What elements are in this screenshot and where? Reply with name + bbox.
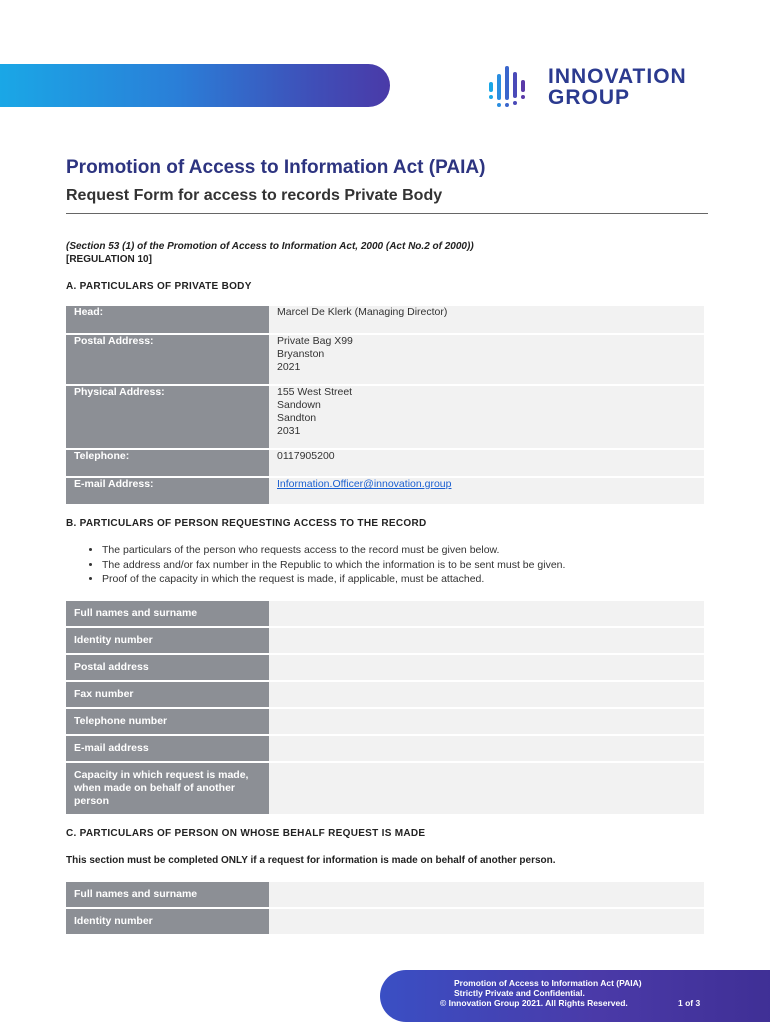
postal-address-label: Postal address bbox=[66, 655, 269, 680]
table-row bbox=[66, 763, 704, 814]
identity-number-label: Identity number bbox=[66, 909, 269, 934]
postal-address-value bbox=[269, 335, 704, 384]
brand-line1: INNOVATION bbox=[548, 65, 687, 88]
list-item: • The address and/or fax number in the Republic to which the information is to be sent must be given. bbox=[102, 558, 565, 573]
section-c-note: This section must be completed ONLY if a request for information is made on behalf of another person. bbox=[66, 855, 556, 866]
telephone-label: Telephone: bbox=[66, 450, 269, 476]
full-names-field[interactable] bbox=[269, 601, 704, 626]
footer-line3: © Innovation Group 2021. All Rights Reserved. bbox=[440, 998, 628, 1008]
full-names-label: Full names and surname bbox=[66, 882, 269, 907]
document-subtitle: Request Form for access to records Private Body bbox=[66, 187, 443, 204]
table-row bbox=[66, 450, 704, 476]
value-line: 155 West Street bbox=[277, 386, 353, 398]
table-row bbox=[66, 655, 704, 680]
capacity-label: Capacity in which request is made, when made on behalf of another person bbox=[66, 763, 269, 814]
email-label: E-mail Address: bbox=[66, 478, 269, 504]
value-line: Bryanston bbox=[277, 348, 325, 360]
email-address-label: E-mail address bbox=[66, 736, 269, 761]
table-row bbox=[66, 478, 704, 504]
requirements-list bbox=[66, 543, 565, 587]
value-line: Marcel De Klerk (Managing Director) bbox=[277, 306, 448, 318]
postal-address-label: Postal Address: bbox=[66, 335, 269, 384]
table-row bbox=[66, 736, 704, 761]
physical-address-label: Physical Address: bbox=[66, 386, 269, 448]
table-row bbox=[66, 709, 704, 734]
title-divider bbox=[66, 213, 708, 214]
value-line: Private Bag X99 bbox=[277, 335, 353, 347]
telephone-number-field[interactable] bbox=[269, 709, 704, 734]
section-a-heading: A. PARTICULARS OF PRIVATE BODY bbox=[66, 281, 252, 292]
table-row bbox=[66, 628, 704, 653]
requester-table bbox=[66, 599, 704, 816]
telephone-number-label: Telephone number bbox=[66, 709, 269, 734]
full-names-field[interactable] bbox=[269, 882, 704, 907]
private-body-table bbox=[66, 304, 704, 506]
brand-name bbox=[548, 66, 687, 108]
section-c-heading: C. PARTICULARS OF PERSON ON WHOSE BEHALF REQUEST IS MADE bbox=[66, 828, 426, 839]
email-link[interactable]: Information.Officer@innovation.group bbox=[277, 478, 452, 490]
telephone-value bbox=[269, 450, 704, 476]
fax-number-field[interactable] bbox=[269, 682, 704, 707]
identity-number-field[interactable] bbox=[269, 909, 704, 934]
head-value bbox=[269, 306, 704, 333]
behalf-table bbox=[66, 880, 704, 936]
identity-number-field[interactable] bbox=[269, 628, 704, 653]
list-item: • Proof of the capacity in which the request is made, if applicable, must be attached. bbox=[102, 572, 565, 587]
email-value bbox=[269, 478, 704, 504]
table-row bbox=[66, 335, 704, 384]
brand-line2: GROUP bbox=[548, 86, 631, 109]
regulation-reference: [REGULATION 10] bbox=[66, 254, 152, 265]
value-line: 2021 bbox=[277, 361, 301, 373]
full-names-label: Full names and surname bbox=[66, 601, 269, 626]
table-row bbox=[66, 909, 704, 934]
head-label: Head: bbox=[66, 306, 269, 333]
table-row bbox=[66, 682, 704, 707]
list-item: • The particulars of the person who requests access to the record must be given below. bbox=[102, 543, 565, 558]
value-line: Sandown bbox=[277, 399, 321, 411]
table-row bbox=[66, 306, 704, 333]
table-row bbox=[66, 386, 704, 448]
capacity-field[interactable] bbox=[269, 763, 704, 814]
section-b-heading: B. PARTICULARS OF PERSON REQUESTING ACCESS TO THE RECORD bbox=[66, 518, 427, 529]
footer-line1: Promotion of Access to Information Act (PAIA) bbox=[454, 978, 642, 988]
footer-line2: Strictly Private and Confidential. bbox=[454, 988, 585, 998]
table-row bbox=[66, 882, 704, 907]
fax-number-label: Fax number bbox=[66, 682, 269, 707]
table-row bbox=[66, 601, 704, 626]
identity-number-label: Identity number bbox=[66, 628, 269, 653]
email-address-field[interactable] bbox=[269, 736, 704, 761]
document-title: Promotion of Access to Information Act (PAIA) bbox=[66, 157, 486, 178]
value-line: 2031 bbox=[277, 425, 301, 437]
postal-address-field[interactable] bbox=[269, 655, 704, 680]
physical-address-value bbox=[269, 386, 704, 448]
header-banner bbox=[0, 64, 390, 107]
footer-banner bbox=[380, 970, 770, 1022]
value-line: 0117905200 bbox=[277, 450, 335, 462]
page-number: 1 of 3 bbox=[678, 998, 701, 1008]
value-line: Sandton bbox=[277, 412, 317, 424]
section-reference: (Section 53 (1) of the Promotion of Access to Information Act, 2000 (Act No.2 of 2000)) bbox=[66, 241, 474, 252]
